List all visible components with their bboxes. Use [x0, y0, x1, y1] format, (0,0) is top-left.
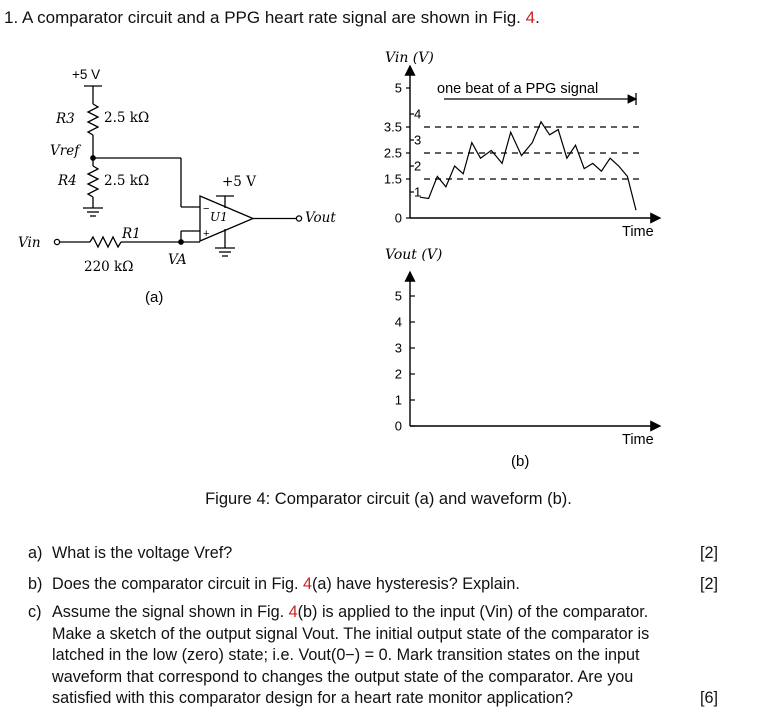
opamp-pins — [203, 203, 209, 240]
minus-sign: − — [203, 203, 210, 215]
question-c-line-1a: Assume the signal shown in Fig. — [52, 603, 285, 621]
question-period: . — [535, 8, 540, 27]
vin-tick-label-left: 3.5 — [383, 119, 402, 135]
question-b-text-start: Does the comparator circuit in Fig. — [52, 575, 299, 593]
figure-link[interactable]: 4 — [525, 8, 536, 27]
question-b-marks: [2] — [700, 575, 718, 593]
vout-tick-label: 4 — [394, 314, 402, 330]
figure-caption: Figure 4: Comparator circuit (a) and waveform (b). — [205, 490, 572, 508]
question-a-text: What is the voltage Vref? — [52, 544, 233, 562]
opamp-supply-label: +5 V — [222, 174, 256, 190]
vin-plot — [384, 50, 660, 240]
vin-tick-label-right: 2 — [414, 158, 422, 174]
question-b — [28, 574, 718, 596]
vout-tick-label: 3 — [394, 340, 402, 356]
vout-tick-label: 0 — [394, 418, 402, 434]
question-b-label: b) — [28, 575, 43, 593]
vin-tick-label-left: 5 — [394, 80, 402, 96]
question-c-label: c) — [28, 603, 42, 621]
r1-value: 220 kΩ — [84, 259, 134, 275]
question-c-figure-link[interactable]: 4 — [288, 603, 298, 621]
vout-label: Vout — [305, 210, 336, 226]
question-b-text-end: (a) have hysteresis? Explain. — [312, 575, 520, 593]
question-c-line-4: waveform that correspond to changes the output state of the comparator. Are you — [52, 667, 634, 686]
plus-sign: + — [203, 228, 210, 240]
one-beat-annotation: one beat of a PPG signal — [437, 81, 599, 97]
r3-resistor — [88, 104, 98, 135]
panel-a-label: (a) — [145, 289, 164, 306]
comparator-circuit — [54, 86, 301, 256]
supply-label: +5 V — [72, 67, 101, 82]
question-c-marks: [6] — [700, 689, 718, 707]
r1-resistor — [90, 237, 121, 247]
vout-time-label: Time — [622, 432, 654, 448]
question-a-marks: [2] — [700, 544, 718, 562]
vin-tick-label-right: 1 — [414, 184, 422, 200]
vin-tick-label-left: 1.5 — [383, 171, 402, 187]
vin-axis-title: Vin (V) — [385, 50, 434, 66]
ppg-signal-line — [420, 122, 636, 210]
vin-tick-label-left: 2.5 — [383, 145, 402, 161]
question-c-line-1b: (b) is applied to the input (Vin) of the comparator. — [297, 603, 649, 621]
question-a-label: a) — [28, 544, 43, 562]
vout-tick-label: 1 — [394, 392, 402, 408]
question-c-line-5: satisfied with this comparator design for a heart rate monitor application? — [52, 689, 573, 707]
vout-axis-title: Vout (V) — [385, 247, 443, 263]
vout-terminal — [296, 216, 301, 221]
r4-value: 2.5 kΩ — [104, 173, 150, 189]
r3-label: R3 — [56, 111, 75, 127]
vout-plot — [385, 247, 660, 470]
question-c-text — [52, 602, 714, 710]
vin-terminal — [54, 239, 59, 244]
vin-tick-label-left: 0 — [394, 210, 402, 226]
vout-tick-label: 5 — [394, 288, 402, 304]
question-b-text — [52, 574, 714, 596]
question-c-line-3: latched in the low (zero) state; i.e. Vout(0−) = 0. Mark transition states on the input — [52, 646, 640, 664]
question-c-line-5-row — [52, 688, 714, 710]
question-c — [28, 602, 718, 714]
r3-value: 2.5 kΩ — [104, 110, 150, 126]
question-c-line-1 — [52, 602, 714, 624]
vin-label: Vin — [18, 235, 41, 251]
panel-b-label: (b) — [511, 453, 530, 470]
vout-tick-label: 2 — [394, 366, 402, 382]
vin-tick-label-right: 3 — [414, 132, 422, 148]
r1-label: R1 — [122, 226, 141, 242]
question-a — [28, 543, 718, 565]
vin-tick-label-right: 4 — [414, 106, 422, 122]
va-label: VA — [168, 252, 187, 268]
r4-resistor — [88, 166, 98, 197]
vin-time-label: Time — [622, 224, 654, 240]
vref-label: Vref — [50, 143, 80, 159]
question-number: 1. — [4, 8, 19, 27]
question-intro: A comparator circuit and a PPG heart rate signal are shown in Fig. — [21, 8, 521, 27]
opamp-label: U1 — [210, 210, 228, 224]
question-c-line-2: Make a sketch of the output signal Vout. The initial output state of the comparator is — [52, 624, 650, 643]
question-b-figure-link[interactable]: 4 — [303, 575, 313, 593]
r4-label: R4 — [58, 173, 77, 189]
